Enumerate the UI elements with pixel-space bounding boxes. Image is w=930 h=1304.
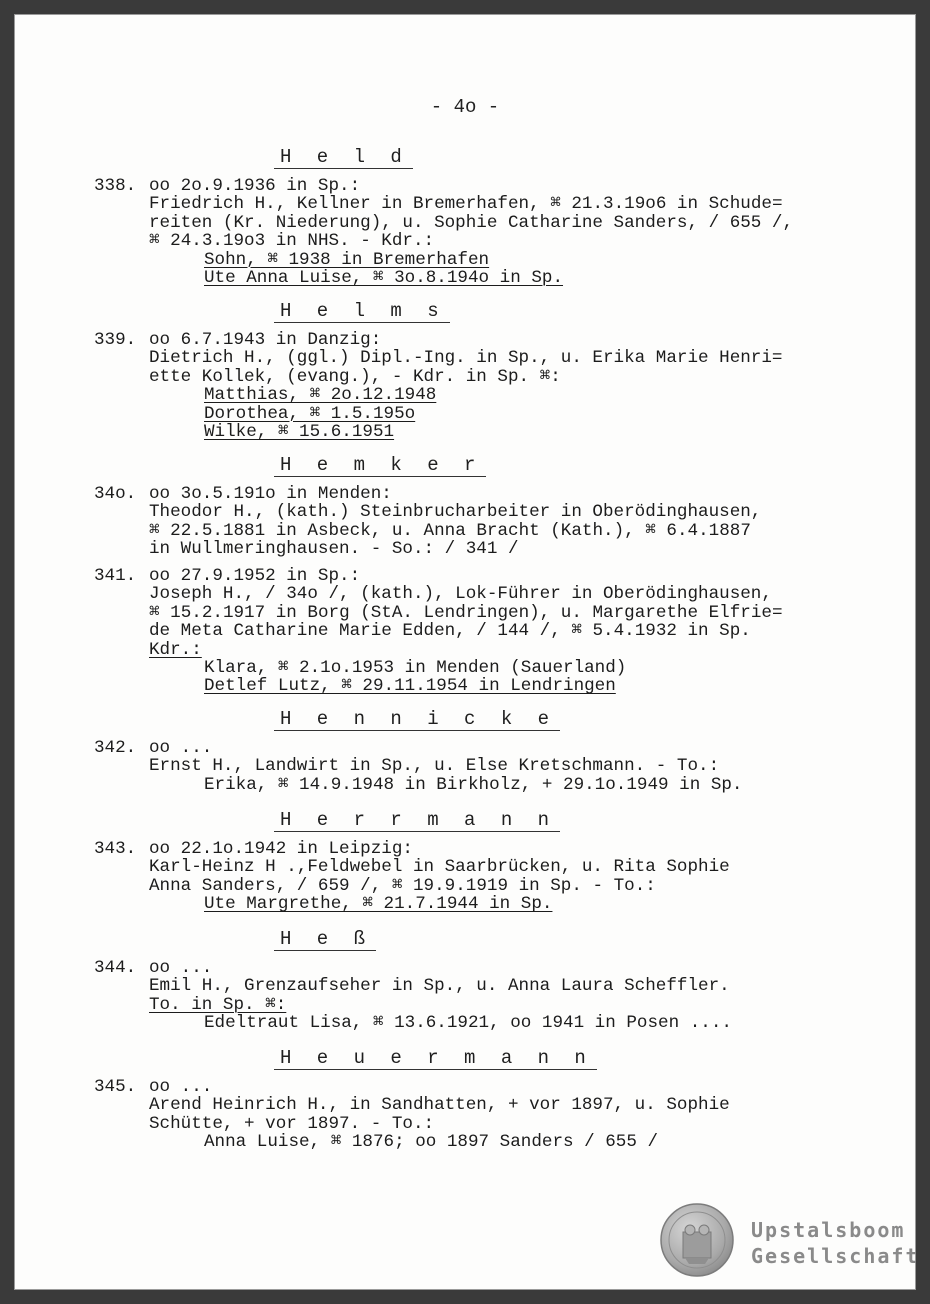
entry-338 [94, 177, 814, 287]
page-number: - 4o - [430, 96, 500, 118]
entry-line: reiten (Kr. Niederung), u. Sophie Catharine Sanders, / 655 /, [149, 212, 794, 233]
entry-line: oo 3o.5.191o in Menden: [149, 484, 392, 504]
child-line: Edeltraut Lisa, ⌘ 13.6.1921, oo 1941 in Posen .... [204, 1013, 732, 1034]
entry-number: 342. [94, 738, 137, 758]
entry-line: Emil H., Grenzaufseher in Sp., u. Anna Laura Scheffler. [149, 976, 730, 997]
entry-number: 345. [94, 1077, 137, 1097]
entry-number: 339. [94, 330, 137, 350]
entry-line: de Meta Catharine Marie Edden, / 144 /, ⌘ 5.4.1932 in Sp. [149, 621, 751, 642]
entry-line: Friedrich H., Kellner in Bremerhafen, ⌘ 21.3.19o6 in Schude= [149, 194, 783, 215]
entry-line: Karl-Heinz H .,Feldwebel in Saarbrücken, u. Rita Sophie [149, 857, 730, 878]
entry-line: ⌘ 24.3.19o3 in NHS. - Kdr.: [149, 231, 435, 252]
entry-line: Anna Sanders, / 659 /, ⌘ 19.9.1919 in Sp. - To.: [149, 875, 656, 896]
entry-343 [94, 840, 814, 914]
entry-line: To. in Sp. ⌘: [149, 994, 287, 1015]
document-page [14, 14, 920, 1290]
child-line: Ute Margrethe, ⌘ 21.7.1944 in Sp. [204, 894, 553, 915]
entry-line: Schütte, + vor 1897. - To.: [149, 1113, 435, 1134]
seal-icon [659, 1202, 735, 1278]
entry-line: oo ... [149, 738, 213, 758]
entry-number: 338. [94, 176, 137, 196]
logo-text-line2: Gesellschaft [751, 1244, 920, 1268]
child-line: Wilke, ⌘ 15.6.1951 [204, 421, 395, 442]
entry-line: Ernst H., Landwirt in Sp., u. Else Kretschmann. - To.: [149, 756, 720, 777]
entry-line: Joseph H., / 34o /, (kath.), Lok-Führer in Oberödinghausen, [149, 584, 772, 605]
entry-number: 341. [94, 566, 137, 586]
entry-number: 343. [94, 839, 137, 859]
surname-heading-held: H e l d [274, 146, 413, 169]
entry-line: Arend Heinrich H., in Sandhatten, + vor 1897, u. Sophie [149, 1095, 730, 1116]
entry-345 [94, 1078, 814, 1152]
entry-number: 344. [94, 958, 137, 978]
entry-line: ⌘ 22.5.1881 in Asbeck, u. Anna Bracht (Kath.), ⌘ 6.4.1887 [149, 520, 751, 541]
entry-line: in Wullmeringhausen. - So.: / 341 / [149, 539, 519, 560]
child-line: Klara, ⌘ 2.1o.1953 in Menden (Sauerland) [204, 657, 627, 678]
child-line: Dorothea, ⌘ 1.5.195o [204, 403, 416, 424]
entry-line: ⌘ 15.2.1917 in Borg (StA. Lendringen), u. Margarethe Elfrie= [149, 602, 783, 623]
child-line: Sohn, ⌘ 1938 in Bremerhafen [204, 249, 490, 270]
child-line: Matthias, ⌘ 2o.12.1948 [204, 385, 437, 406]
entry-line: oo 27.9.1952 in Sp.: [149, 566, 361, 586]
surname-heading-hemker: H e m k e r [274, 454, 486, 477]
logo-text-line1: Upstalsboom [751, 1218, 906, 1242]
entry-line: oo ... [149, 1077, 213, 1097]
entry-line: Kdr.: [149, 639, 202, 660]
entry-line: ette Kollek, (evang.), - Kdr. in Sp. ⌘: [149, 366, 561, 387]
surname-heading-hess: H e ß [274, 928, 376, 951]
child-line: Ute Anna Luise, ⌘ 3o.8.194o in Sp. [204, 267, 564, 288]
child-line: Anna Luise, ⌘ 1876; oo 1897 Sanders / 655 / [204, 1132, 659, 1153]
entry-340 [94, 485, 814, 559]
entry-344 [94, 959, 814, 1033]
entry-line: oo 2o.9.1936 in Sp.: [149, 176, 361, 196]
entry-line: oo 6.7.1943 in Danzig: [149, 330, 382, 350]
entry-339 [94, 331, 814, 441]
entry-341 [94, 567, 814, 696]
surname-heading-heuermann: H e u e r m a n n [274, 1047, 597, 1070]
surname-heading-hennicke: H e n n i c k e [274, 708, 560, 731]
society-logo [659, 1202, 919, 1282]
entry-line: oo 22.1o.1942 in Leipzig: [149, 839, 413, 859]
surname-heading-helms: H e l m s [274, 300, 450, 323]
child-line: Erika, ⌘ 14.9.1948 in Birkholz, + 29.1o.1949 in Sp. [204, 774, 743, 795]
entry-line: Dietrich H., (ggl.) Dipl.-Ing. in Sp., u. Erika Marie Henri= [149, 348, 783, 369]
entry-line: Theodor H., (kath.) Steinbrucharbeiter in Oberödinghausen, [149, 502, 762, 523]
child-line: Detlef Lutz, ⌘ 29.11.1954 in Lendringen [204, 676, 616, 697]
entry-342 [94, 739, 814, 794]
surname-heading-herrmann: H e r r m a n n [274, 809, 560, 832]
entry-number: 34o. [94, 484, 137, 504]
entry-line: oo ... [149, 958, 213, 978]
